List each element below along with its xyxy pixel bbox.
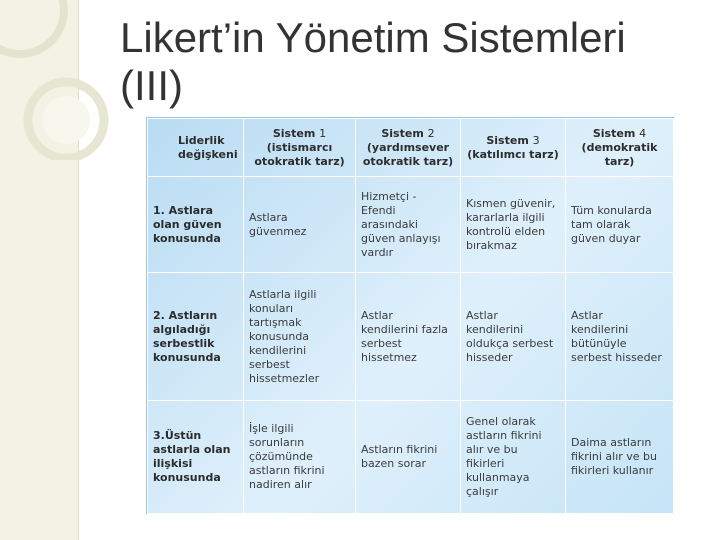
slide-title-line-1: Likert’in Yönetim Sistemleri <box>120 14 626 61</box>
table-cell: İşle ilgili sorunların çözümünde astların fikrini nadiren alır <box>244 401 356 514</box>
table-cell: Astlara güvenmez <box>244 177 356 273</box>
header-text: değişkeni <box>178 147 238 161</box>
header-text: Sistem 1 <box>272 126 327 140</box>
header-text: otokratik tarz) <box>254 154 345 168</box>
table-row <box>148 401 674 514</box>
header-text: Sistem 2 <box>381 126 435 140</box>
header-system-4 <box>566 119 674 177</box>
header-text: Liderlik <box>178 133 225 147</box>
table-cell: Astlar kendilerini bütünüyle serbest hisseder <box>566 273 674 401</box>
header-leadership-variable <box>148 119 244 177</box>
slide-title-line-2: (III) <box>120 62 183 109</box>
header-system-2 <box>356 119 461 177</box>
table-cell: Astların fikrini bazen sorar <box>356 401 461 514</box>
header-text: tarz) <box>604 154 635 168</box>
table-row <box>148 273 674 401</box>
header-text: Sistem 3 <box>486 133 540 147</box>
table-cell: Astlar kendilerini oldukça serbest hisseder <box>461 273 566 401</box>
header-text: (yardımsever <box>366 140 450 154</box>
table-header-row <box>148 119 674 177</box>
table-cell: Astlarla ilgili konuları tartışmak konusunda kendilerini serbest hissetmezler <box>244 273 356 401</box>
row-header-trust: 1. Astlara olan güven konusunda <box>148 177 244 273</box>
header-text: Sistem 4 <box>592 126 647 140</box>
table-cell: Hizmetçi - Efendi arasındaki güven anlayışı vardır <box>356 177 461 273</box>
table-cell: Daima astların fikrini alır ve bu fikirleri kullanır <box>566 401 674 514</box>
row-header-relationship: 3.Üstün astlarla olan ilişkisi konusunda <box>148 401 244 514</box>
table-cell: Kısmen güvenir, kararlarla ilgili kontrolü elden bırakmaz <box>461 177 566 273</box>
header-system-3 <box>461 119 566 177</box>
header-text: (katılımcı tarz) <box>467 147 559 161</box>
row-header-freedom: 2. Astların algıladığı serbestlik konusunda <box>148 273 244 401</box>
header-system-1 <box>244 119 356 177</box>
table-cell: Astlar kendilerini fazla serbest hissetmez <box>356 273 461 401</box>
table-cell: Genel olarak astların fikrini alır ve bu fikirleri kullanmaya çalışır <box>461 401 566 514</box>
table-cell: Tüm konularda tam olarak güven duyar <box>566 177 674 273</box>
likert-systems-table <box>147 118 674 514</box>
table-row <box>148 177 674 273</box>
header-text: otokratik tarz) <box>362 154 454 168</box>
likert-systems-table-panel <box>146 117 674 514</box>
header-text: (demokratik <box>581 140 658 154</box>
slide-title <box>120 14 700 110</box>
header-text: (istismarcı <box>266 140 333 154</box>
